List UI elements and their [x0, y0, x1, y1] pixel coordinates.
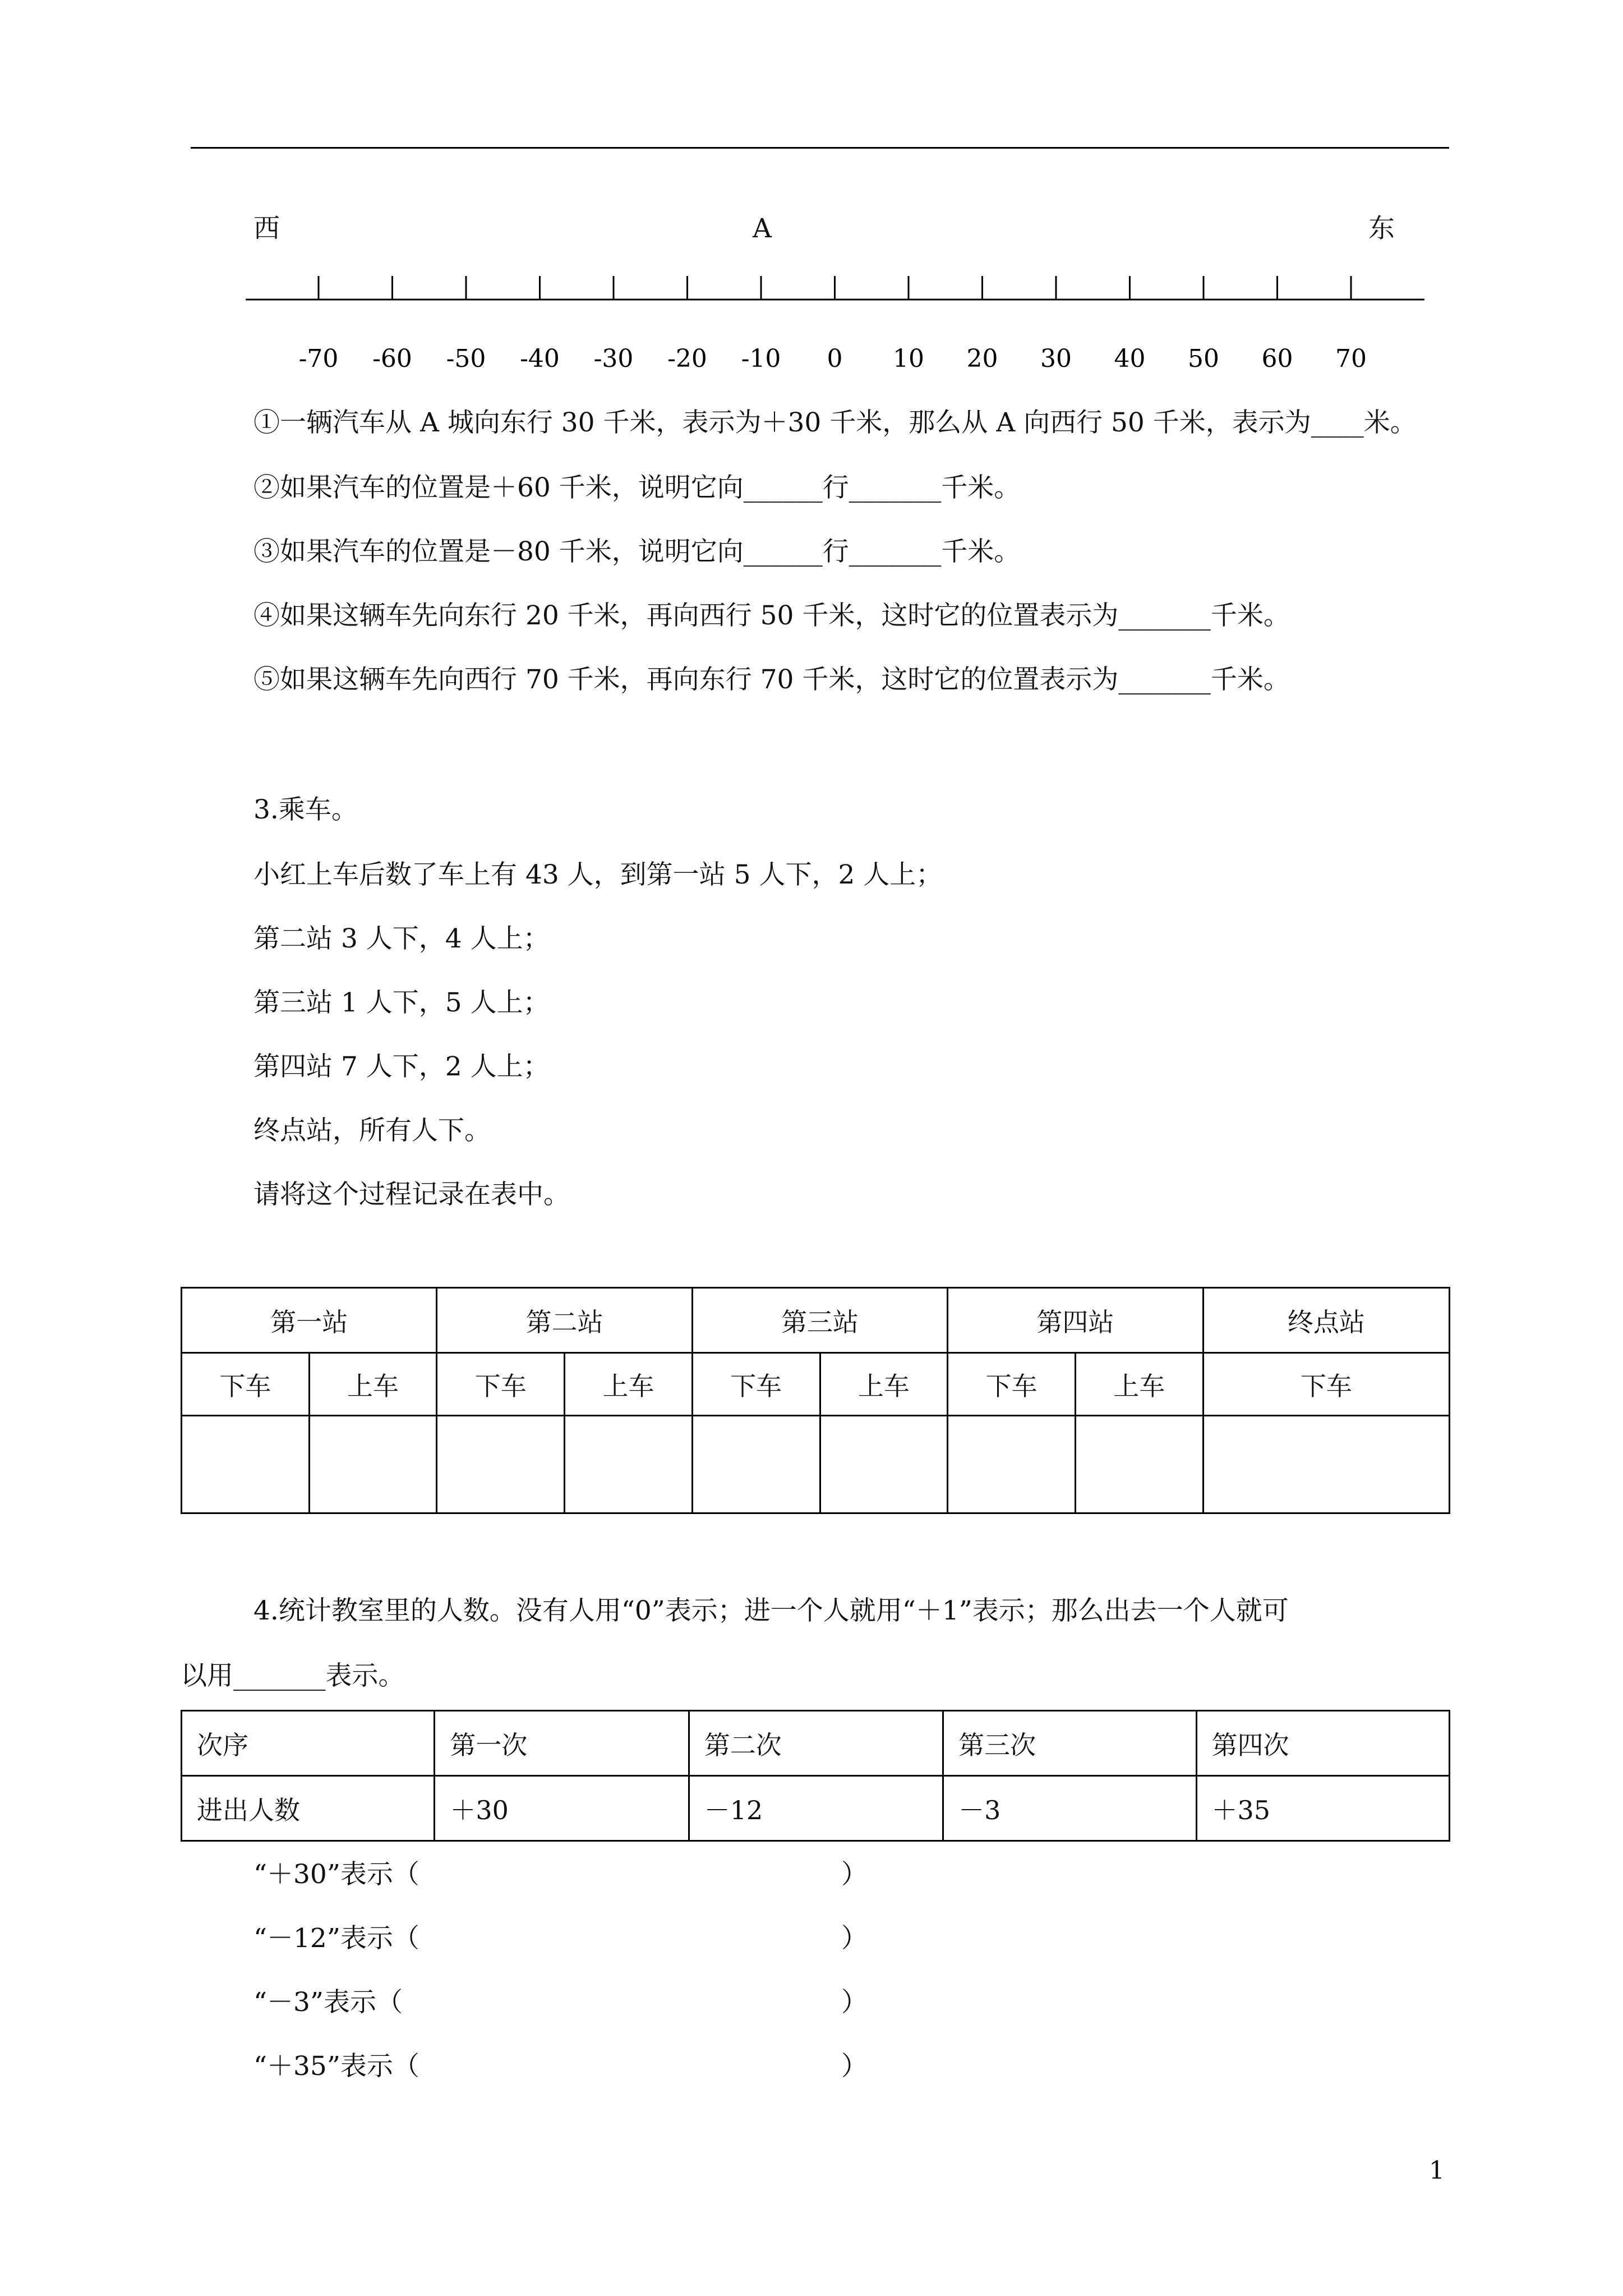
sub-header-on: 上车 — [565, 1353, 693, 1416]
answer-cell[interactable] — [309, 1416, 437, 1513]
number-line-tick-label: -10 — [741, 344, 781, 373]
number-line-tick-label: 10 — [893, 344, 924, 373]
q2-item-3: ③如果汽车的位置是－80 千米，说明它向______行_______千米。 — [253, 536, 1021, 567]
number-line-tick-label: 0 — [827, 344, 843, 373]
answer-cell[interactable] — [182, 1416, 310, 1513]
sub-header-off: 下车 — [948, 1353, 1076, 1416]
number-line — [0, 0, 1623, 404]
value-third: －3 — [943, 1776, 1196, 1841]
count-header-row — [182, 1711, 1450, 1776]
row-label: 进出人数 — [182, 1776, 435, 1841]
header-fourth: 第四次 — [1196, 1711, 1449, 1776]
answer-plus30-suffix: ） — [841, 1859, 868, 1890]
station-third: 第三站 — [692, 1288, 947, 1353]
west-label: 西 — [253, 213, 280, 244]
people-count-table — [181, 1710, 1450, 1842]
origin-label: A — [753, 213, 772, 244]
q3-line-2: 第二站 3 人下，4 人上； — [253, 923, 550, 954]
answer-cell[interactable] — [692, 1416, 820, 1513]
number-line-tick-label: -30 — [593, 344, 634, 373]
answer-minus12-suffix: ） — [841, 1923, 868, 1954]
answer-minus3-suffix: ） — [841, 1987, 868, 2018]
number-line-tick-label: 70 — [1335, 344, 1367, 373]
sub-header-off: 下车 — [692, 1353, 820, 1416]
count-value-row — [182, 1776, 1450, 1841]
header-third: 第三次 — [943, 1711, 1196, 1776]
answer-cell[interactable] — [948, 1416, 1076, 1513]
number-line-tick-label: 40 — [1114, 344, 1146, 373]
station-terminal: 终点站 — [1203, 1288, 1449, 1353]
answer-minus12-prefix: “－12”表示（ — [253, 1923, 419, 1954]
q2-item-1: ①一辆汽车从 A 城向东行 30 千米，表示为＋30 千米，那么从 A 向西行 50 千米，表示为____米。 — [253, 407, 1417, 438]
answer-plus35-prefix: “＋35”表示（ — [253, 2051, 419, 2082]
q3-line-3: 第三站 1 人下，5 人上； — [253, 987, 550, 1018]
q4-line-2: 以用_______表示。 — [181, 1660, 405, 1691]
number-line-tick-label: -70 — [298, 344, 339, 373]
station-header-row — [182, 1288, 1450, 1353]
sub-header-on: 上车 — [309, 1353, 437, 1416]
number-line-ticks — [319, 276, 1351, 300]
bus-record-table — [181, 1287, 1450, 1514]
east-label: 东 — [1368, 213, 1395, 244]
number-line-tick-label: 60 — [1261, 344, 1293, 373]
answer-plus35-suffix: ） — [841, 2051, 868, 2082]
answer-plus30-prefix: “＋30”表示（ — [253, 1859, 419, 1890]
number-line-tick-labels — [299, 344, 1367, 373]
answer-minus3-prefix: “－3”表示（ — [253, 1987, 403, 2018]
q3-title: 3.乘车。 — [253, 794, 358, 825]
number-line-tick-label: -20 — [667, 344, 707, 373]
page-number: 1 — [1429, 2156, 1445, 2185]
answer-cell[interactable] — [1075, 1416, 1203, 1513]
q2-item-2: ②如果汽车的位置是＋60 千米，说明它向______行_______千米。 — [253, 472, 1021, 503]
header-second: 第二次 — [689, 1711, 943, 1776]
q4-line-1: 4.统计教室里的人数。没有人用“0”表示；进一个人就用“＋1”表示；那么出去一个人就可 — [253, 1595, 1289, 1626]
number-line-tick-label: -40 — [520, 344, 560, 373]
header-first: 第一次 — [435, 1711, 689, 1776]
number-line-tick-label: -50 — [446, 344, 486, 373]
value-fourth: ＋35 — [1196, 1776, 1449, 1841]
sub-header-on: 上车 — [1075, 1353, 1203, 1416]
number-line-tick-label: -60 — [372, 344, 412, 373]
answer-row — [182, 1416, 1450, 1513]
sub-header-row — [182, 1353, 1450, 1416]
sub-header-on: 上车 — [820, 1353, 948, 1416]
q2-item-5: ⑤如果这辆车先向西行 70 千米，再向东行 70 千米，这时它的位置表示为_______千米。 — [253, 664, 1290, 695]
station-fourth: 第四站 — [948, 1288, 1203, 1353]
sub-header-off: 下车 — [437, 1353, 565, 1416]
answer-cell[interactable] — [565, 1416, 693, 1513]
answer-cell[interactable] — [1203, 1416, 1449, 1513]
number-line-tick-label: 30 — [1040, 344, 1072, 373]
value-second: －12 — [689, 1776, 943, 1841]
number-line-tick-label: 20 — [966, 344, 998, 373]
number-line-tick-label: 50 — [1188, 344, 1219, 373]
value-first: ＋30 — [435, 1776, 689, 1841]
station-second: 第二站 — [437, 1288, 692, 1353]
sub-header-off: 下车 — [1203, 1353, 1449, 1416]
answer-cell[interactable] — [437, 1416, 565, 1513]
q3-line-1: 小红上车后数了车上有 43 人，到第一站 5 人下，2 人上； — [253, 859, 943, 890]
q2-item-4: ④如果这辆车先向东行 20 千米，再向西行 50 千米，这时它的位置表示为_______千米。 — [253, 600, 1290, 631]
answer-cell[interactable] — [820, 1416, 948, 1513]
q3-line-5: 终点站，所有人下。 — [253, 1115, 491, 1146]
sub-header-off: 下车 — [182, 1353, 310, 1416]
q3-line-4: 第四站 7 人下，2 人上； — [253, 1051, 550, 1082]
q3-line-6: 请将这个过程记录在表中。 — [253, 1179, 570, 1210]
station-first: 第一站 — [182, 1288, 437, 1353]
header-order: 次序 — [182, 1711, 435, 1776]
